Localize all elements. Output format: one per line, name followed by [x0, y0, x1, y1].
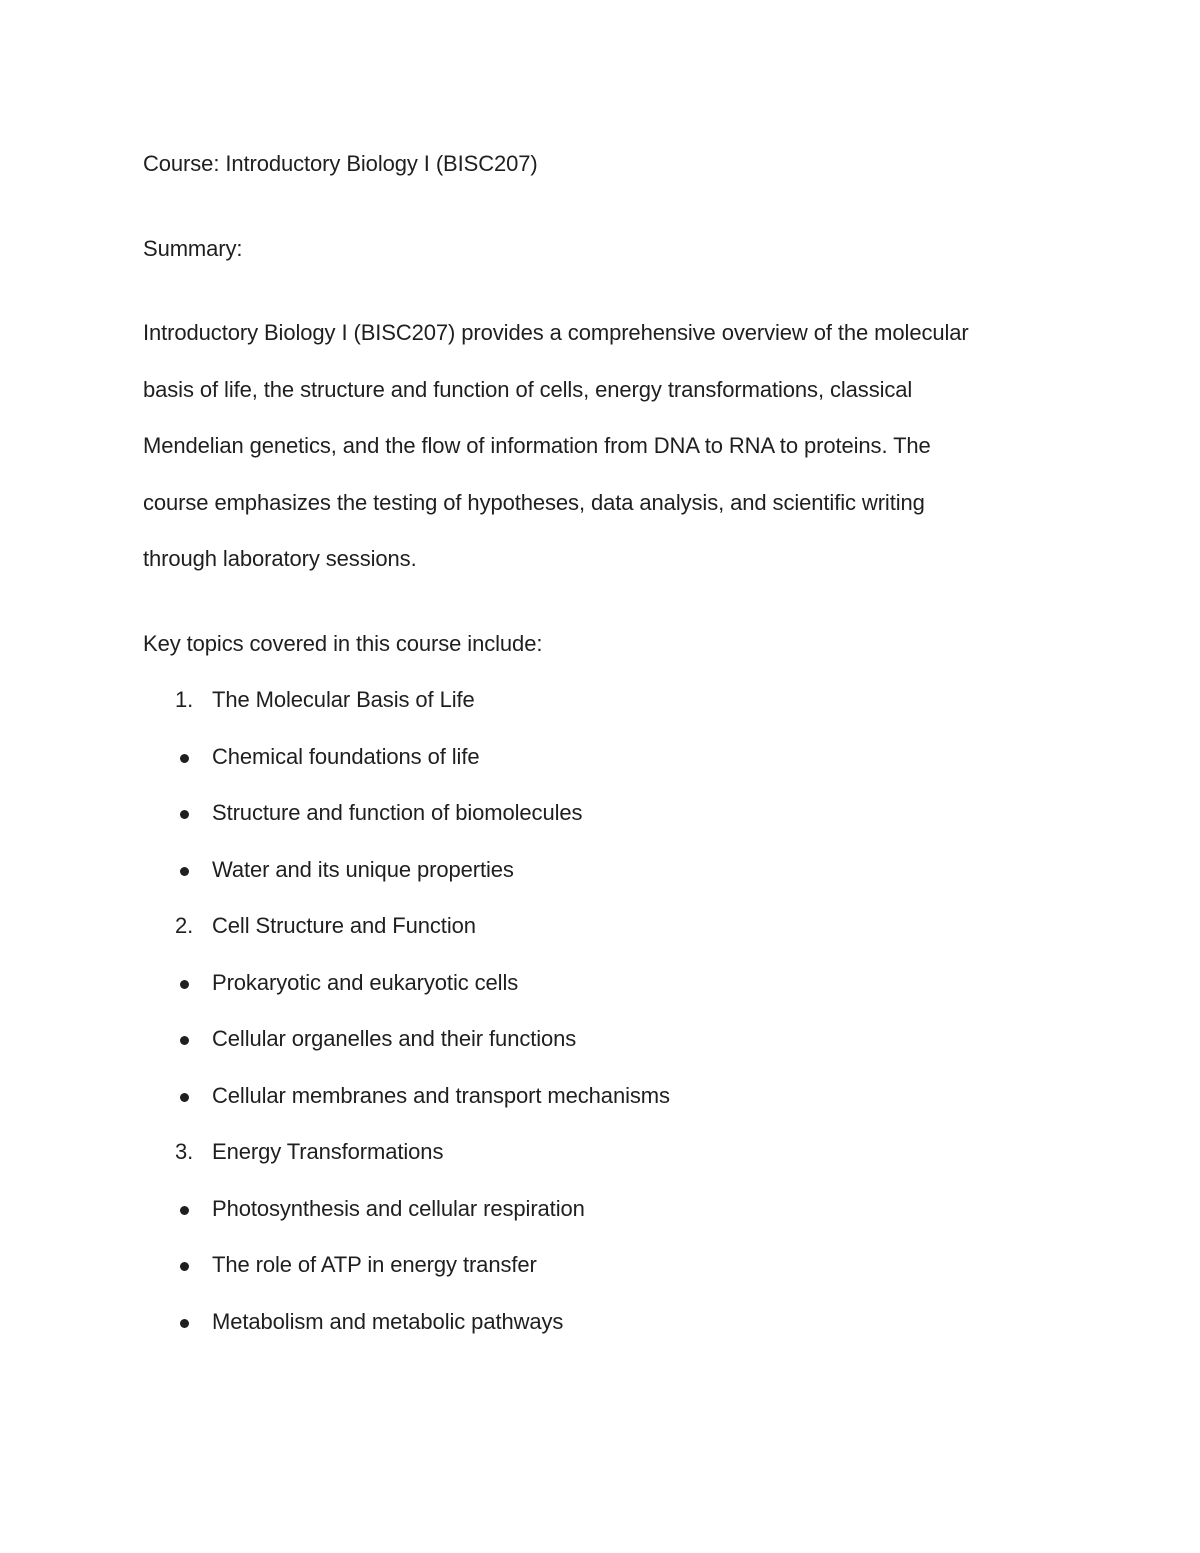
- topic-text: Water and its unique properties: [212, 856, 514, 882]
- topic-subitem: [143, 1068, 1043, 1125]
- summary-line: Mendelian genetics, and the flow of information from DNA to RNA to proteins. The: [143, 433, 931, 458]
- topic-text: The Molecular Basis of Life: [212, 687, 475, 712]
- bullet-icon: [180, 1036, 189, 1045]
- course-title: Course: Introductory Biology I (BISC207): [143, 151, 538, 176]
- topic-subitem: [143, 842, 1043, 899]
- topic-subitem: [143, 729, 1043, 786]
- topic-text: Energy Transformations: [212, 1139, 444, 1164]
- topic-subitem: [143, 1294, 1043, 1351]
- topic-subitem: [143, 955, 1043, 1012]
- topic-text: Photosynthesis and cellular respiration: [212, 1195, 585, 1221]
- topic-subitem: [143, 1181, 1043, 1238]
- topic-text: Cellular organelles and their functions: [212, 1026, 577, 1051]
- topic-heading: [143, 898, 1043, 955]
- summary-line: through laboratory sessions.: [143, 546, 417, 571]
- bullet-icon: [180, 1093, 189, 1102]
- topic-text: The role of ATP in energy transfer: [212, 1252, 537, 1277]
- bullet-icon: [180, 980, 189, 989]
- topics-list: [143, 672, 1043, 1350]
- document-body: [143, 136, 1043, 1350]
- bullet-icon: [180, 867, 189, 876]
- topic-subitem: [143, 1237, 1043, 1294]
- topic-heading: [143, 672, 1043, 729]
- summary-label: Summary:: [143, 235, 243, 261]
- summary-paragraph: [143, 305, 1043, 588]
- list-number: 1.: [175, 687, 194, 712]
- topic-text: Cell Structure and Function: [212, 913, 476, 938]
- summary-line: Introductory Biology I (BISC207) provides a comprehensive overview of the molecular: [143, 320, 969, 345]
- bullet-icon: [180, 810, 189, 819]
- summary-line: course emphasizes the testing of hypotheses, data analysis, and scientific writing: [143, 489, 925, 515]
- topic-text: Prokaryotic and eukaryotic cells: [212, 969, 519, 995]
- bullet-icon: [180, 1262, 189, 1271]
- topic-heading: [143, 1124, 1043, 1181]
- topic-text: Chemical foundations of life: [212, 743, 480, 769]
- topic-text: Metabolism and metabolic pathways: [212, 1308, 564, 1334]
- topic-text: Structure and function of biomolecules: [212, 800, 583, 825]
- topic-subitem: [143, 1011, 1043, 1068]
- list-number: 2.: [175, 913, 194, 938]
- list-number: 3.: [175, 1139, 194, 1164]
- topics-intro: Key topics covered in this course include:: [143, 630, 543, 656]
- bullet-icon: [180, 754, 189, 763]
- topic-text: Cellular membranes and transport mechanisms: [212, 1082, 670, 1108]
- topic-subitem: [143, 785, 1043, 842]
- bullet-icon: [180, 1319, 189, 1328]
- summary-line: basis of life, the structure and function of cells, energy transformations, classical: [143, 376, 913, 402]
- bullet-icon: [180, 1206, 189, 1215]
